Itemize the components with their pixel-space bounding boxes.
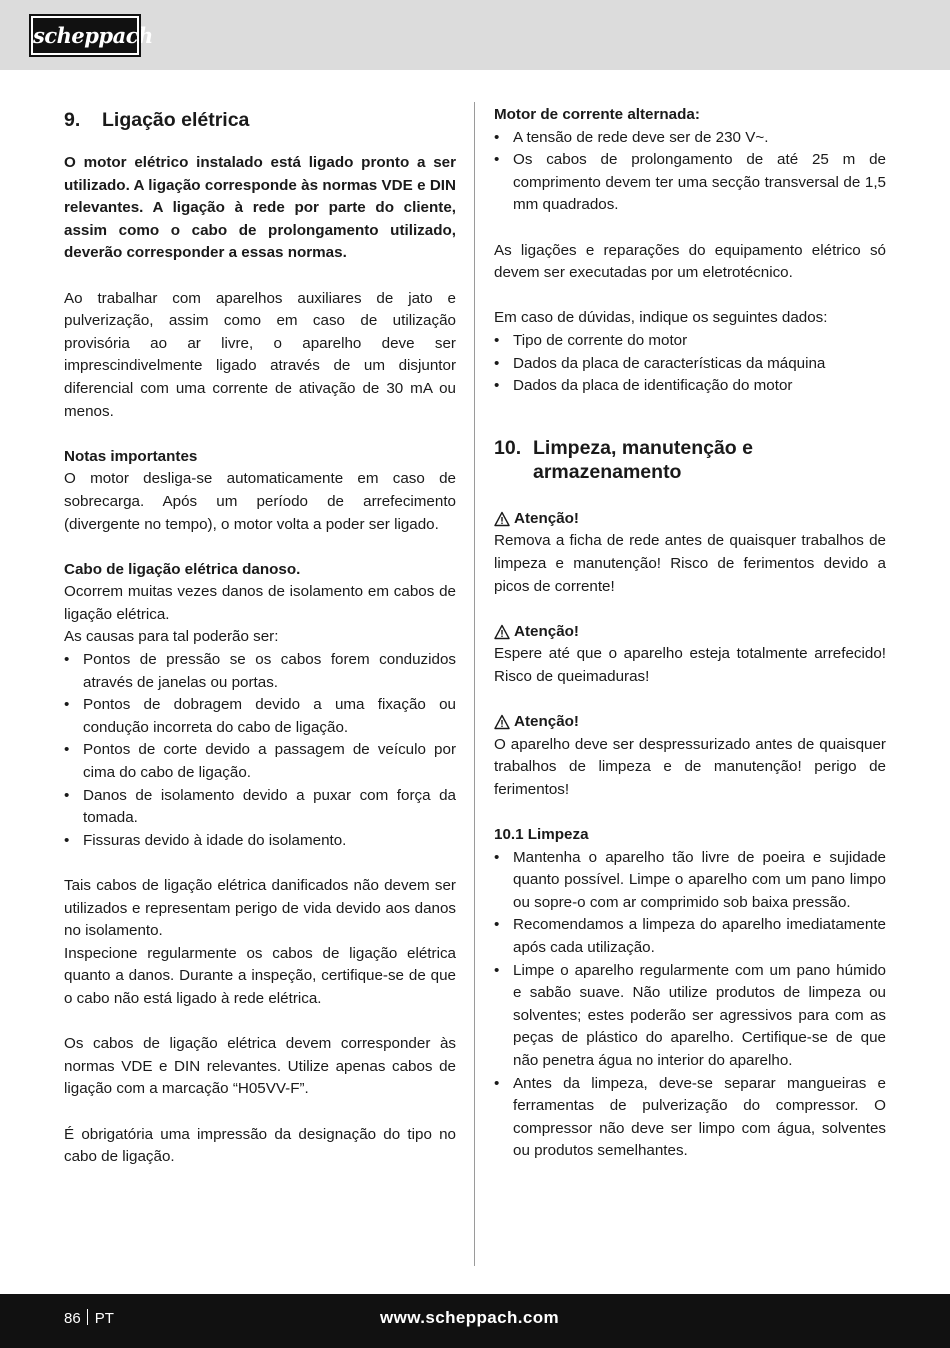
top-header-bar: [0, 0, 950, 70]
warning-paragraph: Remova a ficha de rede antes de quaisquer trabalhos de limpeza e manutenção! Risco de ferimentos devido a picos de corrente!: [494, 532, 886, 595]
list-item: • Pontos de dobragem devido a uma fixação ou condução incorreta do cabo de ligação.: [64, 694, 456, 739]
section-10-heading: [494, 436, 886, 484]
warning-heading: [494, 621, 886, 644]
list-item: • Danos de isolamento devido a puxar com força da tomada.: [64, 785, 456, 830]
list-item: • Fissuras devido à idade do isolamento.: [64, 830, 456, 853]
language-code: PT: [94, 1310, 114, 1327]
intro-paragraph: O motor elétrico instalado está ligado pronto a ser utilizado. A ligação corresponde às normas VDE e DIN relevantes. A ligação à rede por parte do cliente, assim como o cabo de prolongamento utilizado, deverão corresponder a essas normas.: [64, 154, 456, 262]
right-column: [494, 104, 886, 1163]
norms-paragraph: Os cabos de ligação elétrica devem corresponder às normas VDE e DIN relevantes. Utilize apenas cabos de ligação com a marcação “H05VV-F”.: [64, 1035, 456, 1098]
column-divider: [474, 102, 475, 1266]
ac-motor-list: [494, 127, 886, 217]
warning-label: Atenção!: [514, 509, 579, 527]
cleaning-heading: 10.1 Limpeza: [494, 826, 589, 844]
ac-motor-heading: Motor de corrente alternada:: [494, 106, 700, 123]
list-item: • Mantenha o aparelho tão livre de poeira e sujidade quanto possível. Limpe o aparelho com um pano limpo ou sopre-o com ar comprimido sob baixa pressão.: [494, 847, 886, 915]
notes-heading: Notas importantes: [64, 447, 198, 465]
damaged-cable-heading: Cabo de ligação elétrica danoso.: [64, 560, 301, 578]
list-item: • Limpe o aparelho regularmente com um pano húmido e sabão suave. Não utilize produtos de limpeza ou solventes; estes poderão ser agressivos para com as peças de plástico do aparelho. Certifique-se de que não penetra água no interior do aparelho.: [494, 960, 886, 1073]
doubts-list: [494, 330, 886, 398]
cleaning-list: [494, 847, 886, 1163]
warning-heading: [494, 711, 886, 734]
list-item: • Os cabos de prolongamento de até 25 m de comprimento devem ter uma secção transversal de 1,5 mm quadrados.: [494, 149, 886, 217]
section-title: Limpeza, manutenção e armazenamento: [533, 436, 753, 483]
doubts-paragraph: Em caso de dúvidas, indique os seguintes dados:: [494, 309, 828, 327]
causes-intro: As causas para tal poderão ser:: [64, 628, 279, 646]
print-paragraph: É obrigatória uma impressão da designação do tipo no cabo de ligação.: [64, 1125, 456, 1166]
list-item: • Recomendamos a limpeza do aparelho imediatamente após cada utilização.: [494, 914, 886, 959]
section-9-heading: [64, 108, 456, 132]
page-number: 86: [64, 1310, 81, 1327]
section-number: 10.: [494, 436, 522, 459]
footer-bar: [0, 1294, 950, 1348]
warning-heading: [494, 508, 886, 531]
aux-paragraph: Ao trabalhar com aparelhos auxiliares de jato e pulverização, assim como em caso de utilização provisória ao ar livre, o aparelho deve ser imprescindivelmente ligado através de um disjuntor diferencial com uma corrente de ativação de 30 mA ou menos.: [64, 289, 456, 420]
page-indicator: [64, 1309, 114, 1329]
scheppach-logo: scheppach: [31, 16, 139, 55]
damaged-cable-paragraph: Ocorrem muitas vezes danos de isolamento em cabos de ligação elétrica.: [64, 583, 456, 623]
list-item: • A tensão de rede deve ser de 230 V~.: [494, 127, 886, 150]
warning-label: Atenção!: [514, 622, 579, 640]
warning-triangle-icon: [494, 624, 510, 640]
section-title: Ligação elétrica: [102, 109, 250, 131]
notes-paragraph: O motor desliga-se automaticamente em caso de sobrecarga. Após um período de arrefecimento (divergente no tempo), o motor volta a poder ser ligado.: [64, 470, 456, 533]
warning-triangle-icon: [494, 714, 510, 730]
inspect-paragraph: Inspecione regularmente os cabos de ligação elétrica quanto a danos. Durante a inspeção, certifique-se de que o cabo não está ligado à rede elétrica.: [64, 944, 456, 1007]
warning-paragraph: O aparelho deve ser despressurizado antes de quaisquer trabalhos de limpeza e de manutenção! perigo de ferimentos!: [494, 735, 886, 798]
connections-paragraph: As ligações e reparações do equipamento elétrico só devem ser executadas por um eletrotécnico.: [494, 241, 886, 282]
warning-paragraph: Espere até que o aparelho esteja totalmente arrefecido! Risco de queimaduras!: [494, 645, 886, 685]
list-item: • Dados da placa de identificação do motor: [494, 375, 886, 398]
warning-label: Atenção!: [514, 713, 579, 731]
warning-triangle-icon: [494, 511, 510, 527]
causes-list: [64, 649, 456, 852]
list-item: • Pontos de pressão se os cabos forem conduzidos através de janelas ou portas.: [64, 649, 456, 694]
list-item: • Pontos de corte devido a passagem de veículo por cima do cabo de ligação.: [64, 739, 456, 784]
website-link[interactable]: www.scheppach.com: [380, 1308, 560, 1327]
page-separator: [87, 1309, 88, 1325]
left-column: [64, 104, 456, 1169]
danger-paragraph: Tais cabos de ligação elétrica danificados não devem ser utilizados e representam perigo de vida devido aos danos no isolamento.: [64, 877, 456, 940]
section-number: 9.: [64, 109, 81, 131]
list-item: • Dados da placa de características da máquina: [494, 353, 886, 376]
list-item: • Tipo de corrente do motor: [494, 330, 886, 353]
list-item: • Antes da limpeza, deve-se separar mangueiras e ferramentas de pulverização do compressor. O compressor não deve ser limpo com água, solventes ou produtos semelhantes.: [494, 1073, 886, 1163]
